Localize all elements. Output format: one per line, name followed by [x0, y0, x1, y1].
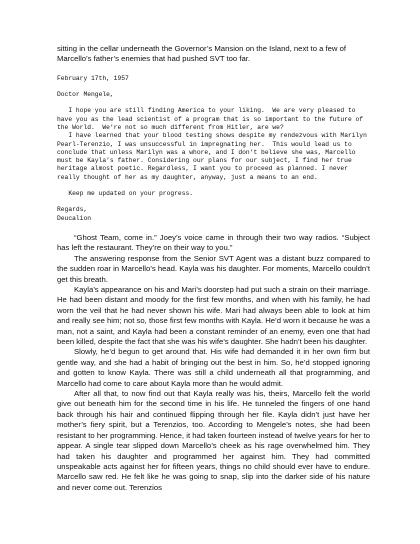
letter-date: February 17th, 1957: [57, 74, 129, 82]
letter: [57, 75, 370, 223]
letter-closing: Regards, Deucalion: [57, 206, 92, 222]
letter-salutation: Doctor Mengele,: [57, 91, 114, 99]
letter-body: I hope you are still finding America to your liking. We are very pleased to have you as the lead scientist of a program that is so important to the future of the World. We’re not so much different from Hitler, are we? I have learned that your blood testing shows despite my rendezvous with Marilyn Pearl-Terenzio, I was unsuccessful in impregnating her. This would lead us to conclude that unless Marilyn was a whore, and I don’t believe she was, Marcello must be Kayla’s father. Considering our plans for our subject, I find her true heritage almost poetic. Regardless, I want you to proceed as planned. I never really thought of her as my daughter, anyway, just a means to an end.: [57, 107, 367, 181]
story-paragraph: The answering response from the Senior SVT Agent was a distant buzz compared to the sudden roar in Marcello’s head. Kayla was his daughter. For moments, Marcello couldn’t get this breath.: [57, 253, 370, 284]
story-paragraph: After all that, to now find out that Kayla really was his, theirs, Marcello felt the world give out beneath him for the second time in his life. He tunneled the fingers of one hand back through his hair and continued flipping through her file. Kayla didn’t just have her mother’s fiery spirit, but a Terenzios, too. According to Mengele’s notes, she had been resistant to her programming. Hence, it had taken fourteen instead of twelve years for her to appear. A single tear slipped down Marcello’s cheek as his rage overwhelmed him. They had taken his daughter and programmed her against him. They had committed unspeakable acts against her for fifteen years, things no child should ever have to endure. Marcello saw red. He felt like he was going to snap, slip into the darker side of his nature and never come out. Terenzios: [57, 389, 370, 492]
opening-paragraph: sitting in the cellar underneath the Governor’s Mansion on the Island, next to a few of Marcello’s father’s enemies that had pushed SVT too far.: [57, 44, 347, 64]
story-paragraph: Slowly, he’d begun to get around that. His wife had demanded it in her own firm but gentle way, and she had a habit of bringing out the best in him. So, he’d stopped ignoring and gotten to know Kayla. There was still a child underneath all that programming, and Marcello had come to care about Kayla more than he would admit.: [57, 347, 370, 388]
story-text: [57, 233, 370, 493]
letter-request: Keep me updated on your progress.: [57, 190, 194, 198]
document-page: [57, 44, 370, 493]
story-paragraph: Kayla’s appearance on his and Mari’s doorstep had put such a strain on their marriage. He had been distant and moody for the first few months, and when with his family, he had worn the veil that he had never shown his wife. Mari had always been able to look at him and really see him; not so, those first few months with Kayla. He’d worn it because he was a man, not a saint, and Kayla had been a constant reminder of an enemy, even one that had been killed, despite the fact that she was his wife’s daughter. She hadn’t been his daughter.: [57, 285, 370, 347]
story-paragraph: “Ghost Team, come in.” Joey’s voice came in through their two way radios. “Subject has left the restaurant. They’re on their way to you.”: [57, 232, 370, 253]
